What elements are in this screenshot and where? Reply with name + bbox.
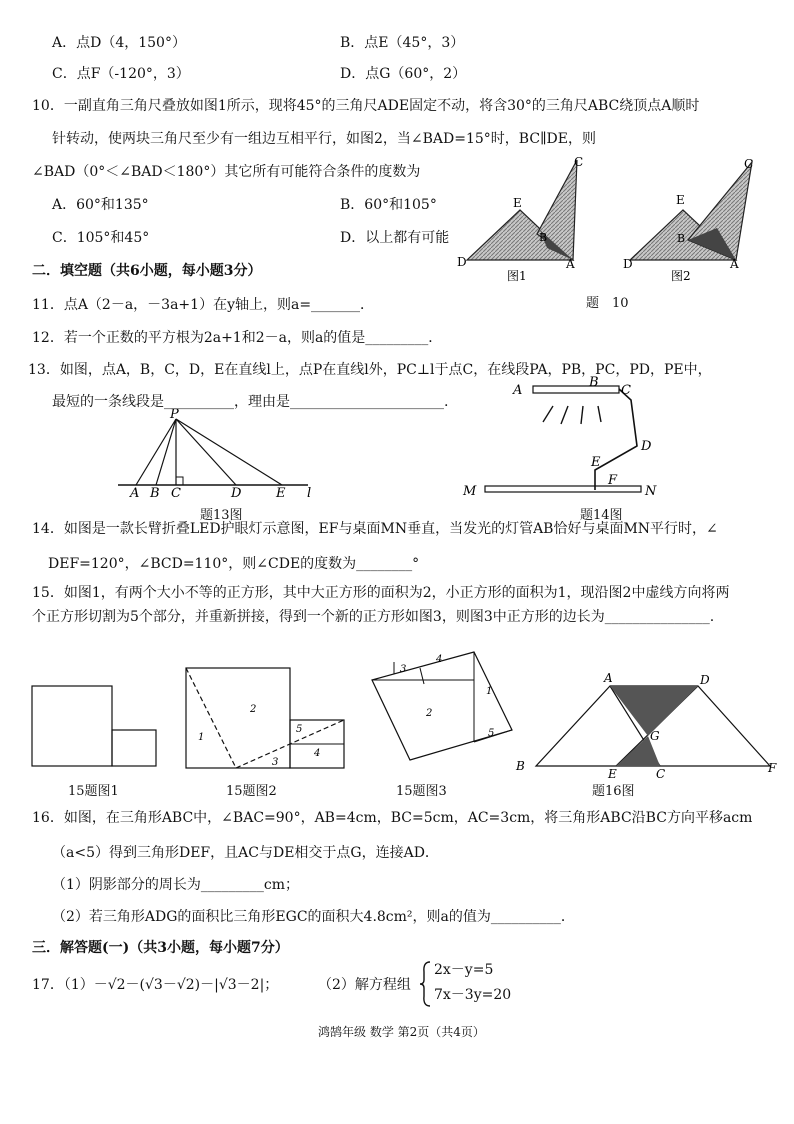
- q17-part2: （2）解方程组: [318, 977, 411, 993]
- q13-label-P: P: [170, 407, 179, 422]
- q14-label-D: D: [641, 439, 652, 454]
- q16-caption: 题16图: [592, 784, 635, 799]
- q16-label-A: A: [604, 671, 613, 685]
- q15-fig3-num-5: 5: [488, 728, 495, 739]
- q10-option-b: B．60°和105°: [340, 197, 437, 213]
- q15-caption-1: 15题图1: [68, 784, 119, 799]
- q16-label-E: E: [608, 767, 617, 780]
- q16-line3: （1）阴影部分的周长为_________cm；: [52, 877, 300, 893]
- q15-fig2-num-4: 4: [314, 748, 321, 759]
- q17-equation-2: 7x－3y=20: [434, 987, 512, 1003]
- q15-fig3-num-3: 3: [400, 664, 407, 675]
- q15-caption-2: 15题图2: [226, 784, 277, 799]
- q10-line1: 10．一副直角三角尺叠放如图1所示，现将45°的三角尺ADE固定不动，将含30°的三角尺ABC绕顶点A顺时: [32, 98, 700, 114]
- q16-line4: （2）若三角形ADG的面积比三角形EGC的面积大4.8cm²，则a的值为__________．: [52, 909, 575, 925]
- q10-fig1-label-B: B: [539, 231, 548, 244]
- q10-fig2-label-D: D: [623, 257, 633, 271]
- q13-label-l: l: [307, 486, 312, 500]
- q10-fig2-label-E: E: [676, 193, 685, 207]
- q15-figure-2: [186, 668, 344, 768]
- q10-fig1-label-C: C: [574, 155, 584, 169]
- section3-title: 三．解答题(一)（共3小题，每小题7分）: [32, 940, 289, 956]
- q15-line2: 个正方形切割为5个部分，并重新拼接，得到一个新的正方形如图3，则图3中正方形的边长为_______________.: [32, 609, 715, 625]
- q12-text: 12．若一个正数的平方根为2a+1和2－a，则a的值是_________．: [32, 330, 443, 346]
- q15-figure-3: [372, 652, 512, 760]
- q14-label-N: N: [645, 484, 657, 499]
- q10-fig1-label-D: D: [457, 255, 467, 269]
- q15-fig3-num-2: 2: [426, 708, 433, 719]
- q16-label-G: G: [650, 729, 660, 743]
- q14-label-A: A: [513, 383, 523, 398]
- q14-line1: 14．如图是一款长臂折叠LED护眼灯示意图，EF与桌面MN垂直，当发光的灯管AB恰好与桌面MN平行时，∠: [32, 521, 718, 537]
- q10-figures: [455, 152, 755, 284]
- q10-fig1-caption: 图1: [507, 269, 527, 283]
- q9-option-a: A．点D（4，150°）: [52, 35, 186, 51]
- q16-line1: 16．如图，在三角形ABC中，∠BAC=90°，AB=4cm，BC=5cm，AC=3cm，将三角形ABC沿BC方向平移acm: [32, 810, 753, 826]
- q17-brace: [418, 960, 432, 1008]
- q10-fig2-label-B: B: [677, 232, 686, 245]
- q15-fig2-num-3: 3: [272, 757, 279, 768]
- q9-option-d: D．点G（60°，2）: [340, 66, 467, 82]
- q14-caption: 题14图: [580, 508, 623, 523]
- q10-caption: 题 10: [586, 296, 629, 311]
- q14-label-B: B: [589, 375, 599, 390]
- q16-label-B: B: [516, 759, 525, 773]
- q14-label-M: M: [463, 484, 477, 499]
- q14-label-F: F: [608, 473, 618, 488]
- q16-figure: [512, 670, 778, 780]
- q10-fig2-caption: 图2: [671, 269, 691, 283]
- q16-label-C: C: [656, 767, 666, 780]
- q10-figure-2: [623, 157, 753, 283]
- section2-title: 二．填空题（共6小题，每小题3分）: [32, 263, 262, 279]
- page-footer: 鸿鹄年级 数学 第2页（共4页）: [318, 1025, 485, 1039]
- q11-text: 11．点A（2－a，－3a+1）在y轴上，则a=_______．: [32, 297, 375, 313]
- q16-line2: （a<5）得到三角形DEF，且AC与DE相交于点G，连接AD．: [52, 845, 439, 861]
- q16-label-F: F: [768, 761, 777, 775]
- q9-option-b: B．点E（45°，3）: [340, 35, 465, 51]
- q14-figure: [455, 372, 675, 502]
- q14-label-E: E: [591, 455, 601, 470]
- q10-fig2-label-A: A: [730, 257, 739, 271]
- q15-fig2-num-5: 5: [296, 724, 303, 735]
- q10-fig2-label-C: C: [744, 157, 754, 171]
- q16-label-D: D: [700, 673, 710, 687]
- q9-option-c: C．点F（-120°，3）: [52, 66, 190, 82]
- q17-equation-1: 2x－y=5: [434, 962, 494, 978]
- q13-label-D: D: [231, 486, 242, 500]
- q10-option-d: D．以上都有可能: [340, 230, 450, 246]
- q13-label-A: A: [130, 486, 140, 500]
- q15-fig2-num-1: 1: [198, 732, 205, 743]
- q10-option-a: A．60°和135°: [52, 197, 149, 213]
- q15-fig3-num-4: 4: [436, 654, 443, 665]
- q13-label-E: E: [276, 486, 286, 500]
- q13-figure: [110, 405, 325, 500]
- q10-fig1-label-E: E: [513, 196, 522, 210]
- q15-line1: 15．如图1，有两个大小不等的正方形，其中大正方形的面积为2，小正方形的面积为1，现沿图2中虚线方向将两: [32, 585, 730, 601]
- q13-line2: 最短的一条线段是__________，理由是______________________.: [52, 394, 449, 410]
- q15-figures: [28, 650, 528, 775]
- q13-line1: 13．如图，点A，B，C，D，E在直线l上，点P在直线l外，PC⊥l于点C，在线段PA，PB，PC，PD，PE中，: [28, 362, 712, 378]
- q17-part1: 17．（1）－√2－(√3－√2)－|√3－2|；: [32, 977, 279, 993]
- q10-line3: ∠BAD（0°＜∠BAD＜180°）其它所有可能符合条件的度数为: [32, 164, 421, 180]
- q10-option-c: C．105°和45°: [52, 230, 150, 246]
- q14-line2: DEF=120°，∠BCD=110°，则∠CDE的度数为________°: [48, 556, 420, 572]
- q15-fig2-num-2: 2: [250, 704, 257, 715]
- q10-fig1-label-A: A: [566, 257, 575, 271]
- q15-fig3-num-1: 1: [486, 686, 493, 697]
- q10-figure-1: [457, 155, 583, 283]
- q13-label-B: B: [150, 486, 160, 500]
- q15-caption-3: 15题图3: [396, 784, 447, 799]
- q13-caption: 题13图: [200, 508, 243, 523]
- q10-line2: 针转动，使两块三角尺至少有一组边互相平行，如图2，当∠BAD=15°时，BC∥DE，则: [52, 131, 596, 147]
- q15-figure-1: [32, 686, 156, 766]
- q14-label-C: C: [621, 383, 631, 398]
- q13-label-C: C: [171, 486, 181, 500]
